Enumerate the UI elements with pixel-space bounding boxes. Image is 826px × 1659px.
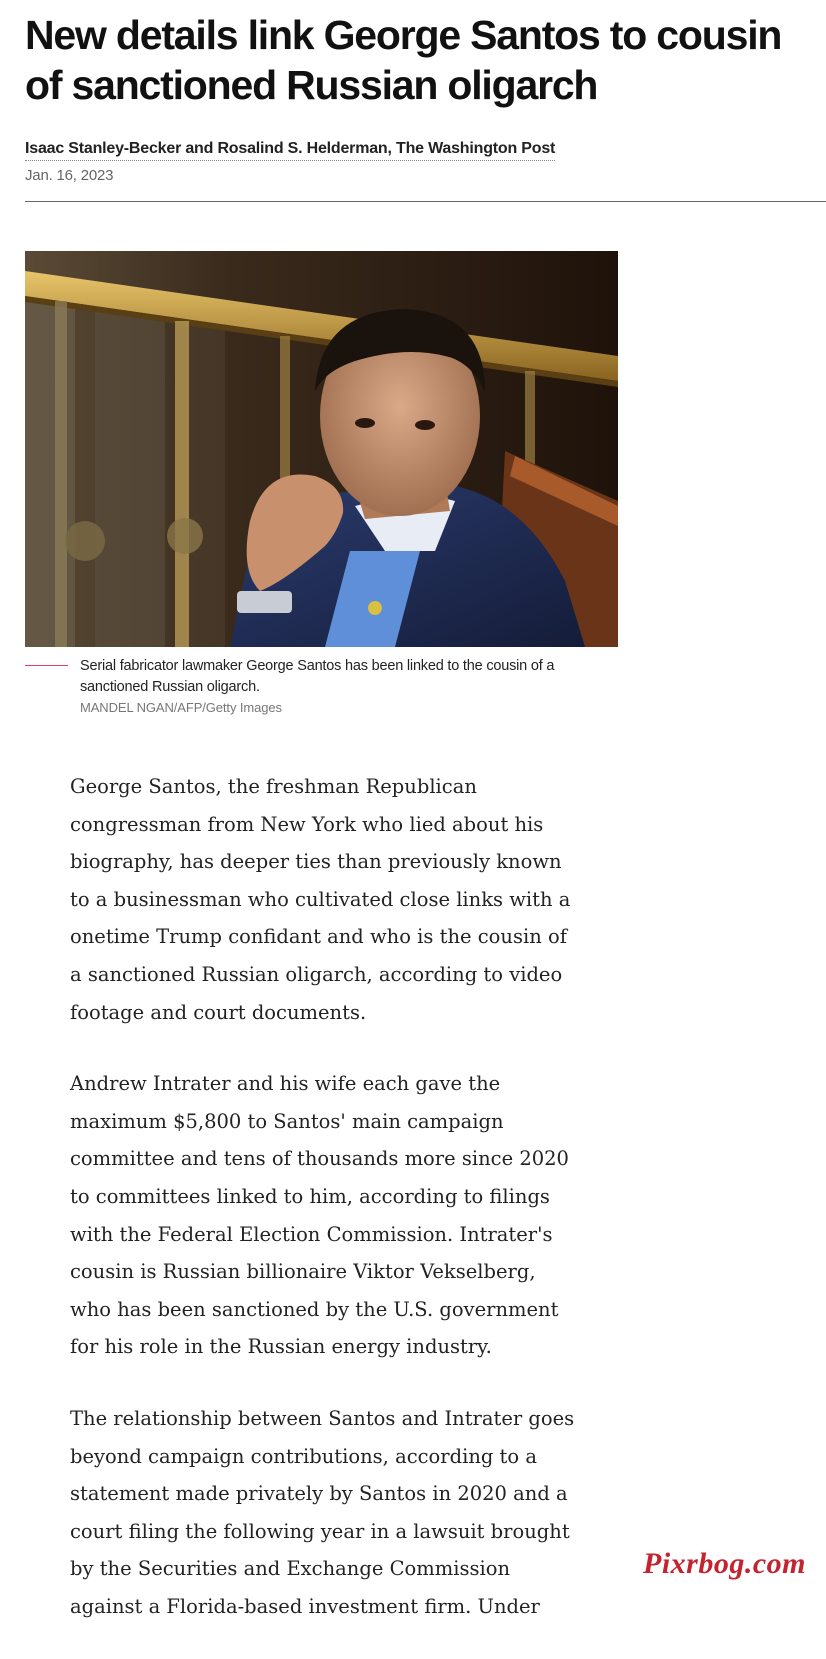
photo-illustration <box>25 251 618 647</box>
body-paragraph: Andrew Intrater and his wife each gave the maximum $5,800 to Santos' main campaign committee and tens of thousands more since 2020 to committees linked to him, according to filings with the Federal Election Commission. Intrater's cousin is Russian billionaire Viktor Vekselberg, who has been sanctioned by the U.S. government for his role in the Russian energy industry. <box>70 1072 569 1359</box>
body-paragraph: George Santos, the freshman Republican congressman from New York who lied about his biography, has deeper ties than previously known to a businessman who cultivated close links with a onetime Trump confidant and who is the cousin of a sanctioned Russian oligarch, according to video footage and court documents. <box>70 775 571 1024</box>
publish-date: Jan. 16, 2023 <box>25 167 114 184</box>
article-photo[interactable] <box>25 251 618 647</box>
headline: New details link George Santos to cousin of sanctioned Russian oligarch <box>25 12 782 108</box>
body-paragraph: The relationship between Santos and Intrater goes beyond campaign contributions, according to a statement made privately by Santos in 2020 and a court filing the following year in a lawsuit brought by the Securities and Exchange Commission against a Florida-based investment firm. Under <box>70 1406 575 1618</box>
photo-credit: MANDEL NGAN/AFP/Getty Images <box>80 700 282 715</box>
caption-accent-rule <box>25 665 68 666</box>
article-body <box>70 768 580 1659</box>
byline-authors[interactable]: Isaac Stanley-Becker and Rosalind S. Helderman <box>25 140 388 157</box>
byline-separator: , <box>387 140 392 157</box>
photo-caption: Serial fabricator lawmaker George Santos has been linked to the cousin of a sanctioned Russian oligarch. <box>80 658 555 695</box>
byline[interactable] <box>25 138 555 161</box>
byline-outlet[interactable]: The Washington Post <box>396 140 556 157</box>
header-divider <box>25 201 826 202</box>
watermark: Pixrbog.com <box>643 1547 806 1580</box>
